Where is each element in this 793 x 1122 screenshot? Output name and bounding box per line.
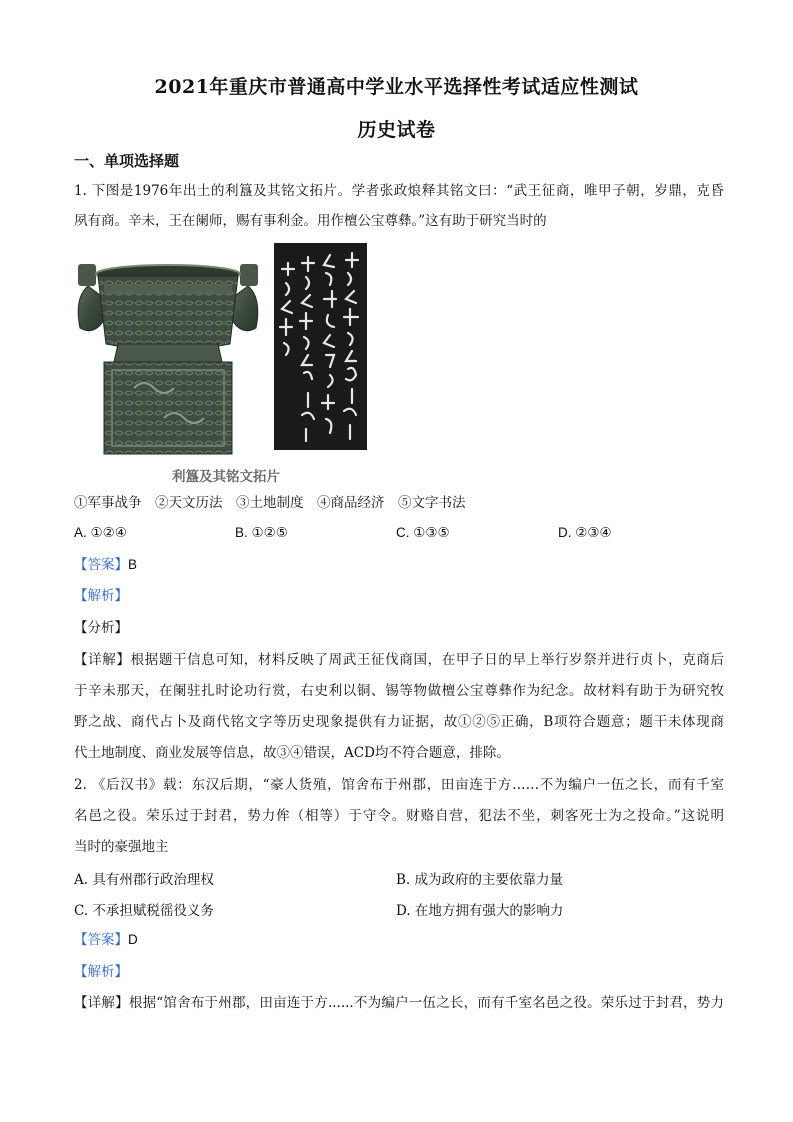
analysis-tag: 【解析】	[74, 964, 128, 980]
q2-stem-line3: 当时的豪强地主	[74, 839, 169, 855]
q1-detail-line2: 于辛未那天，在阑驻扎时论功行赏，右史利以铜、锡等物做檀公宝尊彝作为纪念。故材料有助于为研究牧	[74, 683, 724, 699]
q2-stem-line2: 名邑之役。荣乐过于封君，势力侔（相等）于守令。财赂自营，犯法不坐，刺客死士为之投命。”这说明	[74, 808, 724, 824]
q2-option-d: D. 在地方拥有强大的影响力	[396, 903, 564, 919]
q1-analysis-tag	[74, 586, 724, 606]
inscription-rubbing-image	[274, 243, 367, 450]
answer-tag: 【答案】	[74, 557, 128, 573]
analysis-tag: 【解析】	[74, 588, 128, 604]
q1-detail-line3: 野之战、商代占卜及商代铭文字等历史现象提供有力证据，故①②⑤正确，B项符合题意；题干未体现商	[74, 714, 724, 730]
q1-option-b: B. ①②⑤	[235, 525, 288, 540]
q1-fenxi-tag: 【分析】	[74, 620, 128, 636]
answer-tag: 【答案】	[74, 932, 128, 948]
q1-detail-line4: 代土地制度、商业发展等信息，故③④错误，ACD均不符合题意，排除。	[74, 745, 510, 761]
q1-answer	[74, 555, 724, 575]
section-heading: 一、单项选择题	[74, 152, 180, 170]
detail-text: 根据题干信息可知，材料反映了周武王征伐商国，在甲子日的早上举行岁祭并进行贞卜，克商后	[130, 652, 724, 668]
page-title: 2021年重庆市普通高中学业水平选择性考试适应性测试	[154, 76, 639, 98]
q1-option-c: C. ①③⑤	[396, 525, 450, 540]
q1-option-a: A. ①②④	[74, 525, 127, 540]
figure-caption: 利簋及其铭文拓片	[172, 469, 280, 485]
q2-option-a: A. 具有州郡行政治理权	[74, 872, 214, 888]
answer-value: D	[128, 932, 138, 947]
li-gui-vessel-image	[74, 258, 262, 458]
detail-tag: 【详解】	[74, 652, 131, 668]
page-subtitle: 历史试卷	[357, 119, 436, 141]
detail-text: 根据“馆舍布于州郡，田亩连于方......不为编户一伍之长，而有千室名邑之役。荣乐过于封君，势力	[128, 995, 724, 1011]
q2-analysis-tag	[74, 962, 724, 982]
q1-option-d: D. ②③④	[558, 525, 612, 540]
q2-option-b: B. 成为政府的主要依靠力量	[396, 872, 564, 888]
q1-detail-line1	[74, 650, 724, 670]
q2-answer	[74, 930, 724, 950]
q1-stem-line2: 夙有商。辛未，王在阑师，赐有事利金。用作檀公宝尊彝。”这有助于研究当时的	[74, 213, 547, 229]
answer-value: B	[128, 557, 138, 572]
q2-detail-line1	[74, 993, 724, 1013]
q2-option-c: C. 不承担赋税徭役义务	[74, 903, 214, 919]
q1-items: ①军事战争 ②天文历法 ③土地制度 ④商品经济 ⑤文字书法	[74, 495, 466, 511]
q1-stem-line1: 1. 下图是1976年出土的利簋及其铭文拓片。学者张政烺释其铭文曰：“武王征商，唯甲子朝，岁鼎，克昏	[74, 183, 724, 199]
q2-stem-line1: 2. 《后汉书》载：东汉后期，“豪人货殖，馆舍布于州郡，田亩连于方……不为编户一伍之长，而有千室	[74, 777, 724, 793]
detail-tag: 【详解】	[74, 995, 129, 1011]
